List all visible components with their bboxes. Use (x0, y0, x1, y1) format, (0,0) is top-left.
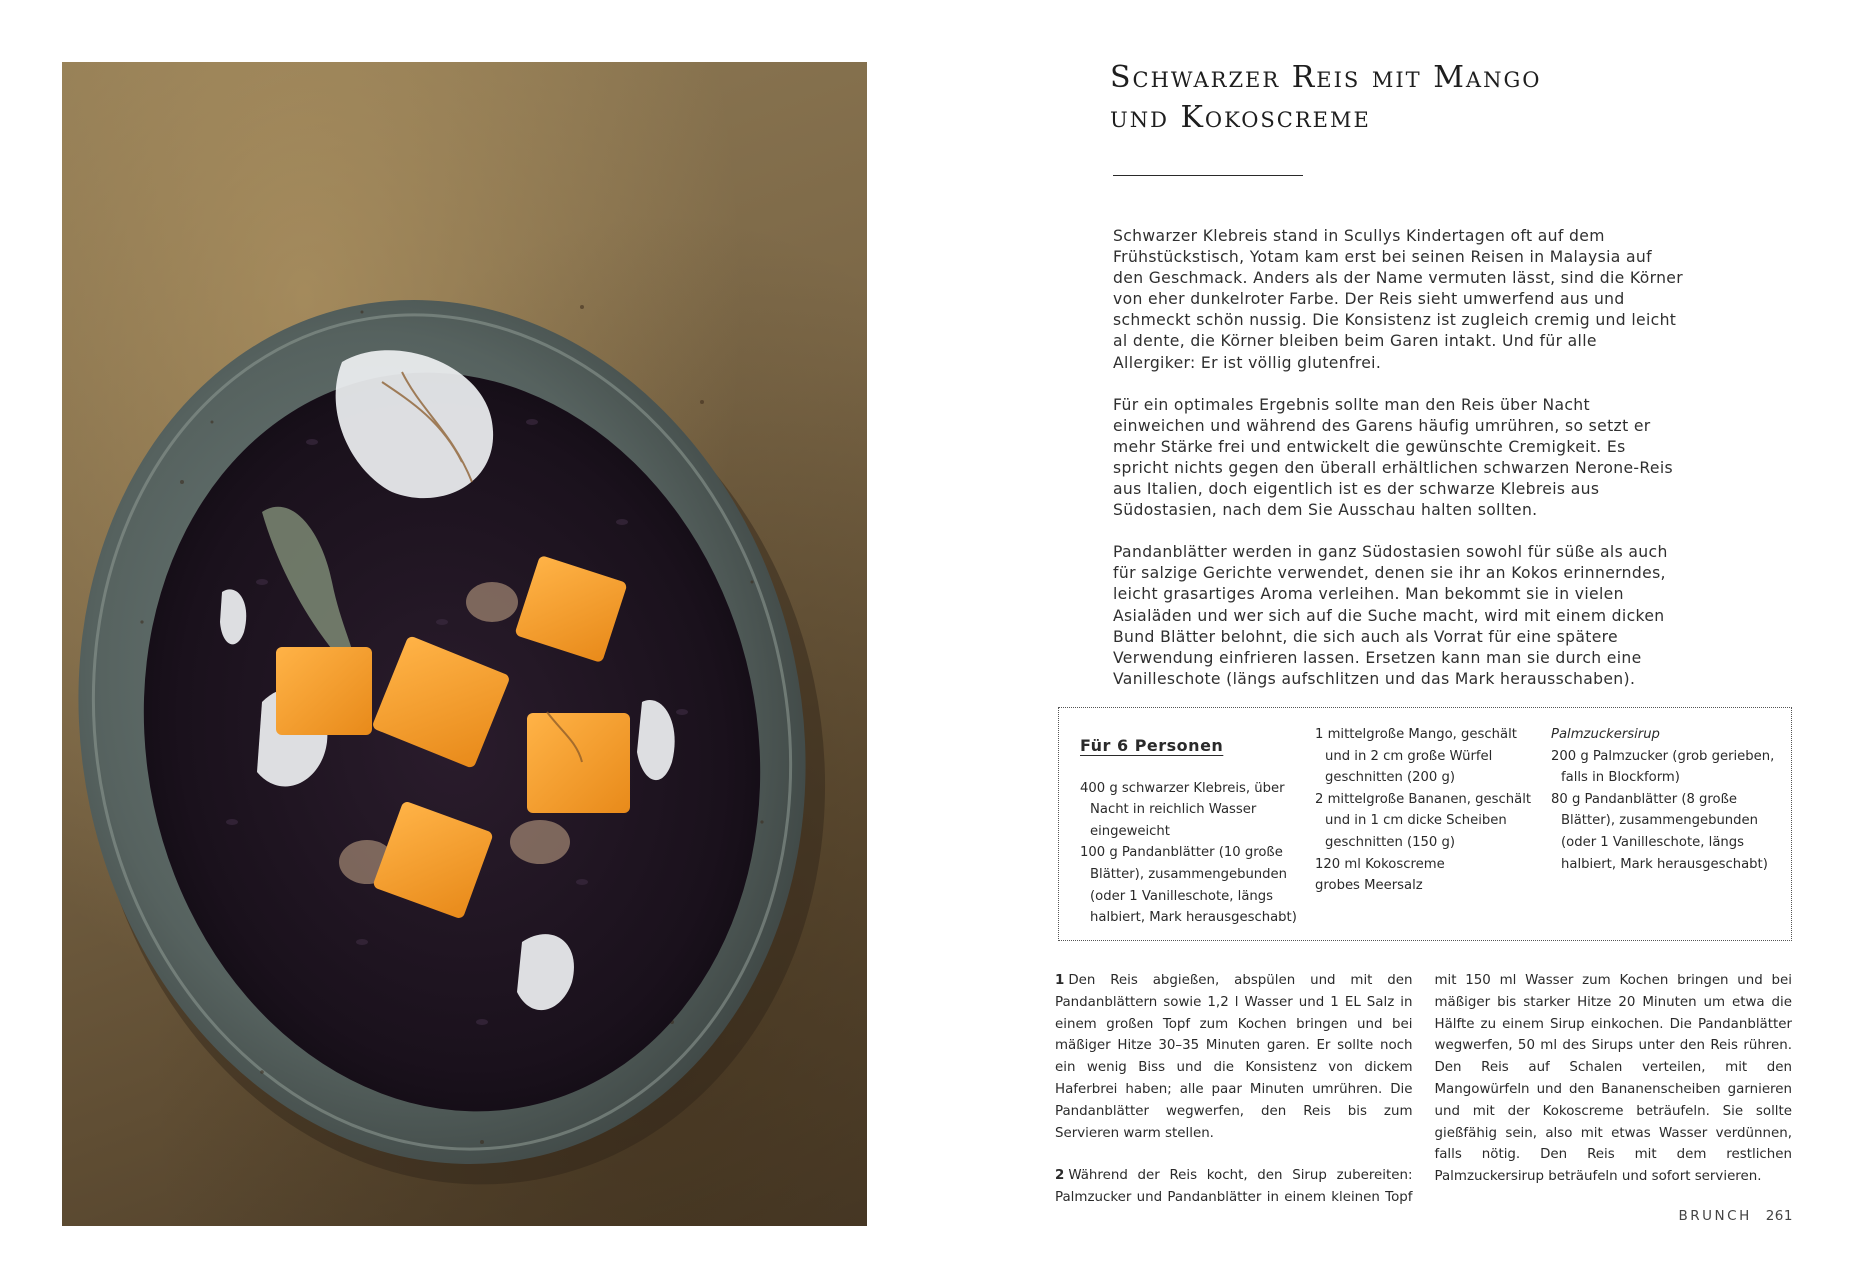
step-text: Während der Reis kocht, den Sirup zubereiten: Palmzucker und Pandanblätter in einem kleinen Topf mit 150 ml Wasser zum Kochen bringen und bei mäßiger bis starker Hitze 20 Minuten um etwa die Hälfte zu einem Sirup einkochen. Die Pandanblätter wegwerfen, 50 ml des Sirups unter den Reis rühren. Den Reis auf Schalen verteilen, mit den Mangowürfeln und den Bananenscheiben garnieren und mit der Kokoscreme beträufeln. Sie sollte gießfähig sein, also mit etwas Wasser verdünnen, falls nötig. Den Reis mit dem restlichen Palmzuckersirup beträufeln und sofort servieren. (1055, 973, 1792, 1206)
method-step (1055, 970, 1413, 1144)
ingredient-item: 100 g Pandanblätter (10 große Blätter), zusammengebunden (oder 1 Vanilleschote, längs halbiert, Mark herausgeschabt) (1080, 845, 1297, 926)
intro-text (1113, 226, 1683, 711)
ingredient-item: 120 ml Kokoscreme (1315, 856, 1445, 872)
recipe-photo (62, 62, 867, 1226)
step-number: 2 (1055, 1168, 1065, 1184)
section-name: BRUNCH (1678, 1208, 1752, 1224)
step-text: Den Reis abgießen, abspülen und mit den Pandanblättern sowie 1,2 l Wasser und 1 EL Salz in einem großen Topf zum Kochen bringen und bei mäßiger Hitze 30–35 Minuten garen. Er sollte noch ein wenig Biss und die Konsistenz von dickem Haferbrei haben; alle paar Minuten umrühren. Die Pandanblätter wegwerfen, den Reis bis zum Servieren warm stellen. (1055, 973, 1413, 1141)
ingredients-column-2 (1315, 724, 1537, 897)
syrup-heading: Palmzuckersirup (1551, 727, 1660, 742)
ingredient-item: grobes Meersalz (1315, 878, 1423, 894)
step-number: 1 (1055, 973, 1065, 988)
title-line-1: Schwarzer Reis mit Mango (1110, 60, 1542, 95)
ingredient-item: 200 g Palmzucker (grob gerieben, falls in Blockform) (1551, 748, 1775, 786)
title-divider (1113, 175, 1303, 176)
ingredients-box (1058, 707, 1792, 941)
ingredients-column-1 (1080, 726, 1302, 929)
intro-paragraph: Schwarzer Klebreis stand in Scullys Kindertagen oft auf dem Frühstückstisch, Yotam kam erst bei seinen Reisen in Malaysia auf den Geschmack. Anders als der Name vermuten lässt, sind die Körner von eher dunkelroter Farbe. Der Reis sieht umwerfend aus und schmeckt schön nussig. Die Konsistenz ist zugleich cremig und leicht al dente, die Körner bleiben beim Garen intakt. Und für alle Allergiker: Er ist völlig glutenfrei. (1113, 227, 1684, 372)
title-line-2: und Kokoscreme (1110, 100, 1371, 135)
intro-paragraph: Pandanblätter werden in ganz Südostasien sowohl für süße als auch für salzige Gerichte verwendet, denen sie ihr an Kokos erinnerndes, leicht grasartiges Aroma verleihen. Man bekommt sie in vielen Asialäden und wer sich auf die Suche macht, wird mit einem dicken Bund Blätter belohnt, die sich auch als Vorrat für eine spätere Verwendung einfrieren lassen. Ersetzen kann man sie durch eine Vanilleschote (längs aufschlitzen und das Mark herausschaben). (1113, 543, 1668, 688)
bowl-illustration (62, 62, 867, 1226)
page-footer (1679, 1208, 1793, 1224)
ingredients-column-3 (1551, 724, 1776, 875)
method-steps (1055, 970, 1792, 1209)
recipe-title (1110, 58, 1670, 138)
ingredient-item: 80 g Pandanblätter (8 große Blätter), zusammengebunden (oder 1 Vanilleschote, längs halbiert, Mark herausgeschabt) (1551, 791, 1768, 872)
intro-paragraph: Für ein optimales Ergebnis sollte man den Reis über Nacht einweichen und während des Garens häufig umrühren, so setzt er mehr Stärke frei und entwickelt die gewünschte Cremigkeit. Es spricht nichts gegen den überall erhältlichen schwarzen Nerone-Reis aus Italien, doch eigentlich ist es der schwarze Klebreis aus Südostasien, nach dem Sie Ausschau halten sollten. (1113, 395, 1673, 520)
ingredient-item: 1 mittelgroße Mango, geschält und in 2 cm große Würfel geschnitten (200 g) (1315, 727, 1517, 786)
ingredient-item: 2 mittelgroße Bananen, geschält und in 1 cm dicke Scheiben geschnitten (150 g) (1315, 791, 1532, 850)
page-number: 261 (1765, 1208, 1793, 1224)
ingredient-item: 400 g schwarzer Klebreis, über Nacht in reichlich Wasser eingeweicht (1080, 780, 1285, 839)
servings-heading: Für 6 Personen (1080, 736, 1224, 755)
